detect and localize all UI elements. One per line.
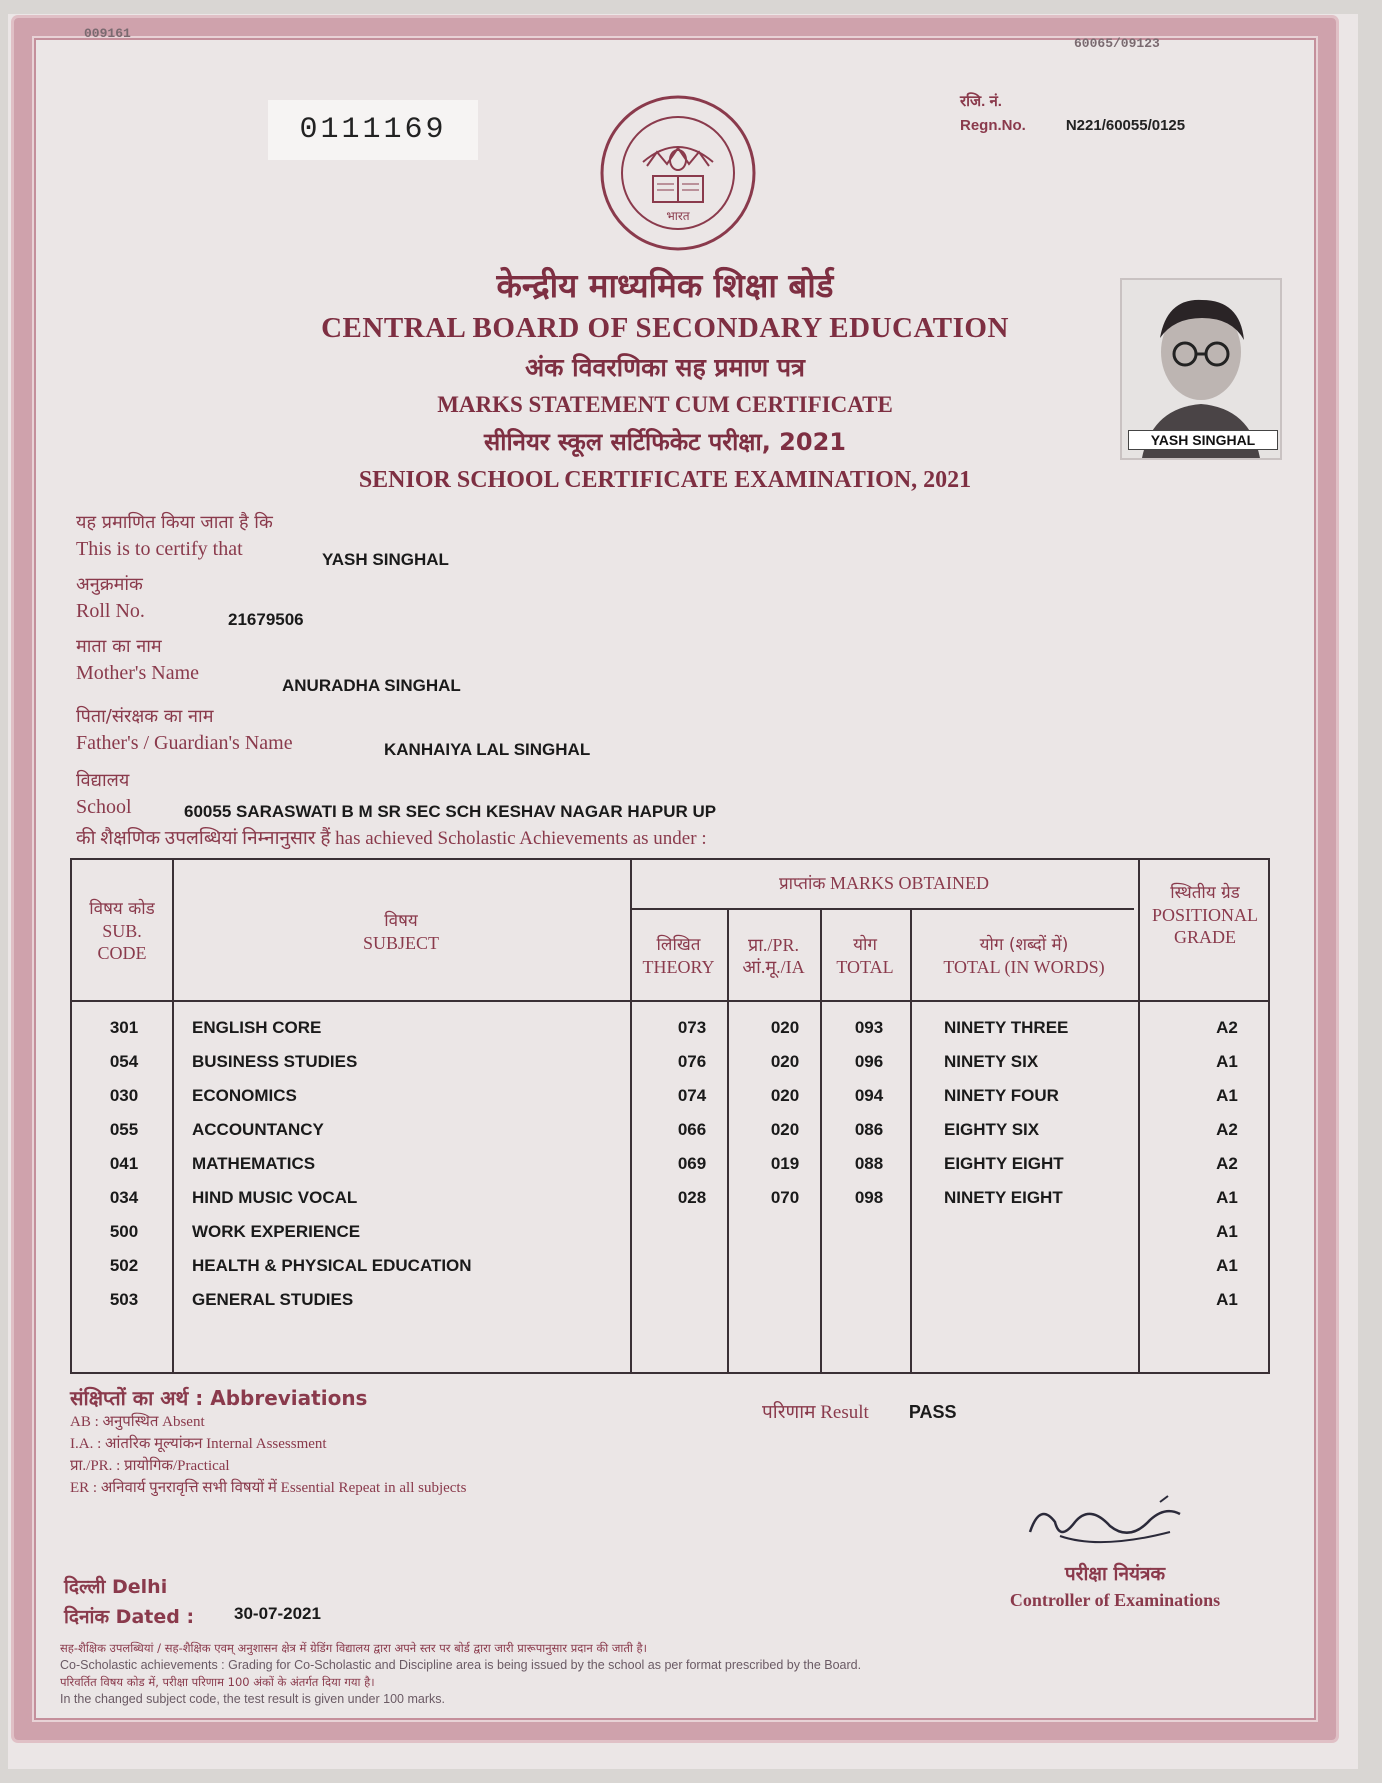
cell-theory: 069 <box>677 1154 707 1173</box>
roll-label-en: Roll No. <box>76 600 145 622</box>
cell-code: 500 <box>109 1222 139 1241</box>
cell-total: 098 <box>854 1188 884 1207</box>
cell-pr: 070 <box>770 1188 800 1207</box>
field-school <box>76 768 132 820</box>
mother-label-en: Mother's Name <box>76 662 200 684</box>
cell-pr: 019 <box>770 1154 800 1173</box>
cell-total: 096 <box>854 1052 884 1071</box>
roll-label-hi: अनुक्रमांक <box>76 574 143 595</box>
header-pr-ia <box>727 934 820 978</box>
cell-total: 088 <box>854 1154 884 1173</box>
controller-signature <box>1020 1492 1190 1562</box>
footnote-hi-1: सह-शैक्षिक उपलब्धियां / सह-शैक्षिक एवम् अनुशासन क्षेत्र में ग्रेडिंग विद्यालय द्वारा अपने स्तर पर बोर्ड द्वारा जारी प्रारूपानुसार प्रदान की जाती है। <box>60 1641 648 1655</box>
registration-block <box>960 90 1185 138</box>
achievement-intro: की शैक्षणिक उपलब्धियां निम्नानुसार हैं has achieved Scholastic Achievements as under : <box>76 828 707 849</box>
result-value: PASS <box>908 1402 957 1422</box>
cell-name: ACCOUNTANCY <box>192 1120 324 1139</box>
exam-title-hi: सीनियर स्कूल सर्टिफिकेट परीक्षा, 2021 <box>484 428 846 456</box>
table-header-divider <box>72 1000 1268 1002</box>
cell-words: NINETY FOUR <box>944 1086 1059 1105</box>
table-row <box>72 1248 1272 1282</box>
doc-title-en: MARKS STATEMENT CUM CERTIFICATE <box>437 392 893 417</box>
abbreviation-line: AB : अनुपस्थित Absent <box>70 1414 205 1430</box>
cell-name: GENERAL STUDIES <box>192 1290 354 1309</box>
footnote-en-1: Co-Scholastic achievements : Grading for Co-Scholastic and Discipline area is being issued by the school as per format prescribed by the Board. <box>60 1658 862 1672</box>
controller-block <box>970 1560 1260 1611</box>
mother-name: ANURADHA SINGHAL <box>282 676 461 695</box>
table-row <box>72 1078 1272 1112</box>
header-code-hi: विषय कोड <box>89 899 155 919</box>
header-positional-grade <box>1138 882 1272 948</box>
header-code-en1: SUB. <box>102 921 142 941</box>
header-theory-hi: लिखित <box>656 935 701 955</box>
cell-code: 502 <box>109 1256 139 1275</box>
table-row <box>72 1010 1272 1044</box>
header-total-en: TOTAL <box>836 957 894 977</box>
date-label: दिनांक Dated : <box>64 1606 195 1628</box>
registration-label-hi: रजि. नं. <box>960 93 1002 110</box>
cell-code: 055 <box>109 1120 139 1139</box>
cell-name: ECONOMICS <box>192 1086 297 1105</box>
cell-total: 093 <box>854 1018 884 1037</box>
header-grade-hi: स्थितीय ग्रेड <box>1170 883 1240 903</box>
field-father <box>76 704 293 756</box>
cell-words: NINETY SIX <box>944 1052 1039 1071</box>
header-grade-en2: GRADE <box>1174 927 1236 947</box>
serial-number: 0111169 <box>268 100 478 160</box>
cell-grade: A1 <box>1216 1086 1238 1105</box>
cell-words: EIGHTY EIGHT <box>944 1154 1064 1173</box>
footnotes <box>60 1640 1260 1708</box>
cell-code: 301 <box>109 1018 139 1037</box>
cell-grade: A2 <box>1216 1120 1238 1139</box>
cell-grade: A1 <box>1216 1256 1238 1275</box>
issue-date: 30-07-2021 <box>234 1604 321 1623</box>
controller-title-en: Controller of Examinations <box>1009 1590 1221 1610</box>
header-subject <box>172 910 630 954</box>
cell-theory: 074 <box>677 1086 707 1105</box>
abbreviations-heading: संक्षिप्तों का अर्थ : Abbreviations <box>70 1386 368 1410</box>
mother-label-hi: माता का नाम <box>76 636 162 657</box>
abbreviation-line: I.A. : आंतरिक मूल्यांकन Internal Assessment <box>70 1436 327 1452</box>
father-label-en: Father's / Guardian's Name <box>76 732 293 754</box>
cell-code: 030 <box>109 1086 139 1105</box>
cell-total: 086 <box>854 1120 884 1139</box>
cell-code: 503 <box>109 1290 139 1309</box>
cell-pr: 020 <box>770 1120 800 1139</box>
seal-text: भारत <box>666 209 690 223</box>
footnote-en-2: In the changed subject code, the test result is given under 100 marks. <box>60 1692 445 1706</box>
cell-name: HEALTH & PHYSICAL EDUCATION <box>192 1256 472 1275</box>
cell-name: WORK EXPERIENCE <box>192 1222 361 1241</box>
doc-title-hi: अंक विवरणिका सह प्रमाण पत्र <box>525 353 805 382</box>
cell-code: 034 <box>109 1188 139 1207</box>
school-label-hi: विद्यालय <box>76 770 130 791</box>
header-subject-hi: विषय <box>384 911 418 931</box>
header-sub-code <box>72 898 172 964</box>
cell-words: NINETY EIGHT <box>944 1188 1063 1207</box>
cell-grade: A1 <box>1216 1052 1238 1071</box>
certificate-titles <box>240 264 1090 498</box>
cell-name: ENGLISH CORE <box>192 1018 322 1037</box>
marks-table <box>70 858 1270 1374</box>
header-subject-en: SUBJECT <box>362 933 440 953</box>
header-theory <box>630 934 727 978</box>
cell-name: MATHEMATICS <box>192 1154 316 1173</box>
cell-words: EIGHTY SIX <box>944 1120 1040 1139</box>
cell-words: NINETY THREE <box>944 1018 1069 1037</box>
table-row <box>72 1180 1272 1214</box>
father-name: KANHAIYA LAL SINGHAL <box>384 740 591 759</box>
table-row <box>72 1112 1272 1146</box>
cell-code: 054 <box>109 1052 139 1071</box>
cell-grade: A1 <box>1216 1290 1238 1309</box>
certify-label-hi: यह प्रमाणित किया जाता है कि <box>76 512 273 533</box>
result-label: परिणाम Result <box>762 1402 869 1423</box>
header-words-en: TOTAL (IN WORDS) <box>943 957 1105 977</box>
cell-theory: 066 <box>677 1120 707 1139</box>
student-photo <box>1120 278 1282 460</box>
cbse-seal-icon <box>597 92 759 254</box>
cell-code: 041 <box>109 1154 139 1173</box>
header-total <box>820 934 910 978</box>
field-roll <box>76 572 145 624</box>
exam-title-en: SENIOR SCHOOL CERTIFICATE EXAMINATION, 2021 <box>358 467 972 493</box>
header-marks-hi: प्राप्तांक <box>778 874 826 894</box>
header-code-en2: CODE <box>97 943 147 963</box>
header-pr-hi: प्रा./PR. <box>748 935 799 955</box>
header-pr-en: आं.मू./IA <box>742 957 805 977</box>
certify-label-en: This is to certify that <box>76 538 243 560</box>
field-certify <box>76 510 273 562</box>
place-date-block <box>64 1572 194 1632</box>
cell-grade: A1 <box>1216 1188 1238 1207</box>
header-marks-en: MARKS OBTAINED <box>829 873 990 893</box>
table-row <box>72 1282 1272 1316</box>
cell-grade: A2 <box>1216 1154 1238 1173</box>
cell-grade: A1 <box>1216 1222 1238 1241</box>
registration-number: N221/60055/0125 <box>1065 117 1186 134</box>
cell-name: BUSINESS STUDIES <box>192 1052 358 1071</box>
place-label: दिल्ली Delhi <box>64 1576 168 1598</box>
board-name-hi: केन्द्रीय माध्यमिक शिक्षा बोर्ड <box>496 266 834 305</box>
field-mother <box>76 634 199 686</box>
header-words-hi: योग (शब्दों में) <box>979 935 1069 955</box>
cell-pr: 020 <box>770 1086 800 1105</box>
header-theory-en: THEORY <box>642 957 715 977</box>
cell-theory: 028 <box>677 1188 707 1207</box>
cell-total: 094 <box>854 1086 884 1105</box>
cell-pr: 020 <box>770 1018 800 1037</box>
header-marks-obtained <box>630 872 1138 895</box>
registration-label-en: Regn.No. <box>960 117 1026 134</box>
cell-pr: 020 <box>770 1052 800 1071</box>
cell-theory: 073 <box>677 1018 707 1037</box>
header-total-words <box>910 934 1138 978</box>
abbreviations-block <box>70 1384 466 1499</box>
table-row <box>72 1214 1272 1248</box>
board-name-en: CENTRAL BOARD OF SECONDARY EDUCATION <box>321 312 1009 344</box>
photo-name-label: YASH SINGHAL <box>1128 430 1278 450</box>
abbreviation-line: ER : अनिवार्य पुनरावृत्ति सभी विषयों में Essential Repeat in all subjects <box>70 1480 467 1496</box>
cell-name: HIND MUSIC VOCAL <box>192 1188 358 1207</box>
controller-title-hi: परीक्षा नियंत्रक <box>1064 1563 1166 1585</box>
school-name: 60055 SARASWATI B M SR SEC SCH KESHAV NAGAR HAPUR UP <box>184 802 717 821</box>
roll-number: 21679506 <box>228 610 304 629</box>
abbreviation-line: प्रा./PR. : प्रायोगिक/Practical <box>70 1458 230 1474</box>
corner-number-left: 009161 <box>84 26 131 41</box>
school-label-en: School <box>76 796 132 818</box>
cell-theory: 076 <box>677 1052 707 1071</box>
student-name: YASH SINGHAL <box>322 550 449 569</box>
table-divider <box>630 908 1134 910</box>
father-label-hi: पिता/संरक्षक का नाम <box>76 706 214 727</box>
corner-number-right: 60065/09123 <box>1074 36 1160 51</box>
table-row <box>72 1044 1272 1078</box>
footnote-hi-2: परिवर्तित विषय कोड में, परीक्षा परिणाम 100 अंकों के अंतर्गत दिया गया है। <box>60 1675 375 1689</box>
header-total-hi: योग <box>853 935 877 955</box>
header-grade-en1: POSITIONAL <box>1152 905 1258 925</box>
table-row <box>72 1146 1272 1180</box>
cell-grade: A2 <box>1216 1018 1238 1037</box>
result-block <box>762 1398 957 1424</box>
